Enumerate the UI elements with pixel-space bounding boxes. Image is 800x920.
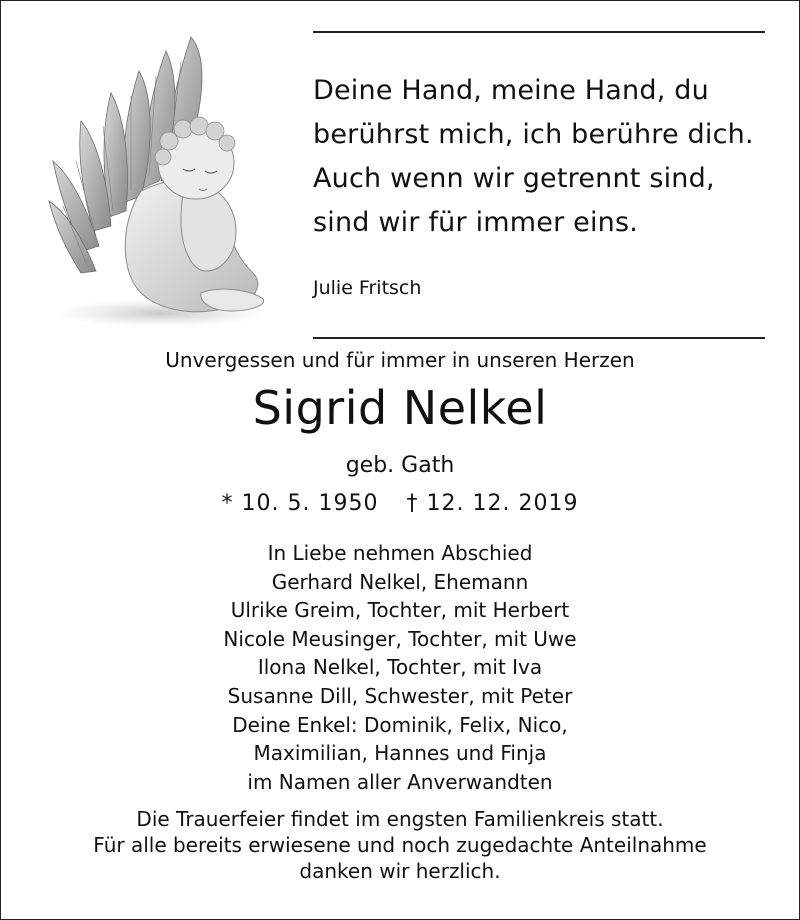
top-divider: [313, 31, 765, 33]
mourner-line: Gerhard Nelkel, Ehemann: [271, 569, 529, 594]
death-date: † 12. 12. 2019: [406, 491, 579, 516]
mourner-line: im Namen aller Anverwandten: [247, 769, 553, 794]
remembrance-subtitle: Unvergessen und für immer in unseren Herzen: [165, 348, 635, 372]
mourner-line: Ulrike Greim, Tochter, mit Herbert: [230, 598, 570, 623]
deceased-name: Sigrid Nelkel: [252, 381, 548, 435]
poem-line: Auch wenn wir getrennt sind,: [313, 163, 715, 194]
closing-line: danken wir herzlich.: [299, 859, 501, 883]
bottom-divider: [313, 337, 765, 339]
maiden-name: geb. Gath: [345, 453, 455, 478]
closing-line: Die Trauerfeier findet im engsten Familienkreis statt.: [136, 807, 664, 831]
birth-date: * 10. 5. 1950: [221, 491, 379, 516]
mourners-list: [1, 539, 799, 796]
poem: [313, 69, 783, 245]
poem-line: berührst mich, ich berühre dich.: [313, 119, 754, 150]
mourner-line: Ilona Nelkel, Tochter, mit Iva: [257, 655, 543, 680]
mourner-line: In Liebe nehmen Abschied: [267, 541, 533, 565]
closing-line: Für alle bereits erwiesene und noch zugedachte Anteilnahme: [93, 833, 707, 857]
angel-figure-image: [41, 31, 271, 331]
mourner-line: Deine Enkel: Dominik, Felix, Nico,: [232, 712, 568, 737]
mourner-line: Maximilian, Hannes und Finja: [253, 741, 547, 766]
mourner-line: Susanne Dill, Schwester, mit Peter: [227, 683, 573, 708]
poem-line: sind wir für immer eins.: [313, 207, 639, 238]
poem-author: Julie Fritsch: [313, 277, 422, 299]
closing-text: [1, 806, 799, 884]
poem-line: Deine Hand, meine Hand, du: [313, 75, 709, 106]
life-dates: [1, 491, 799, 516]
mourner-line: Nicole Meusinger, Tochter, mit Uwe: [223, 626, 577, 651]
